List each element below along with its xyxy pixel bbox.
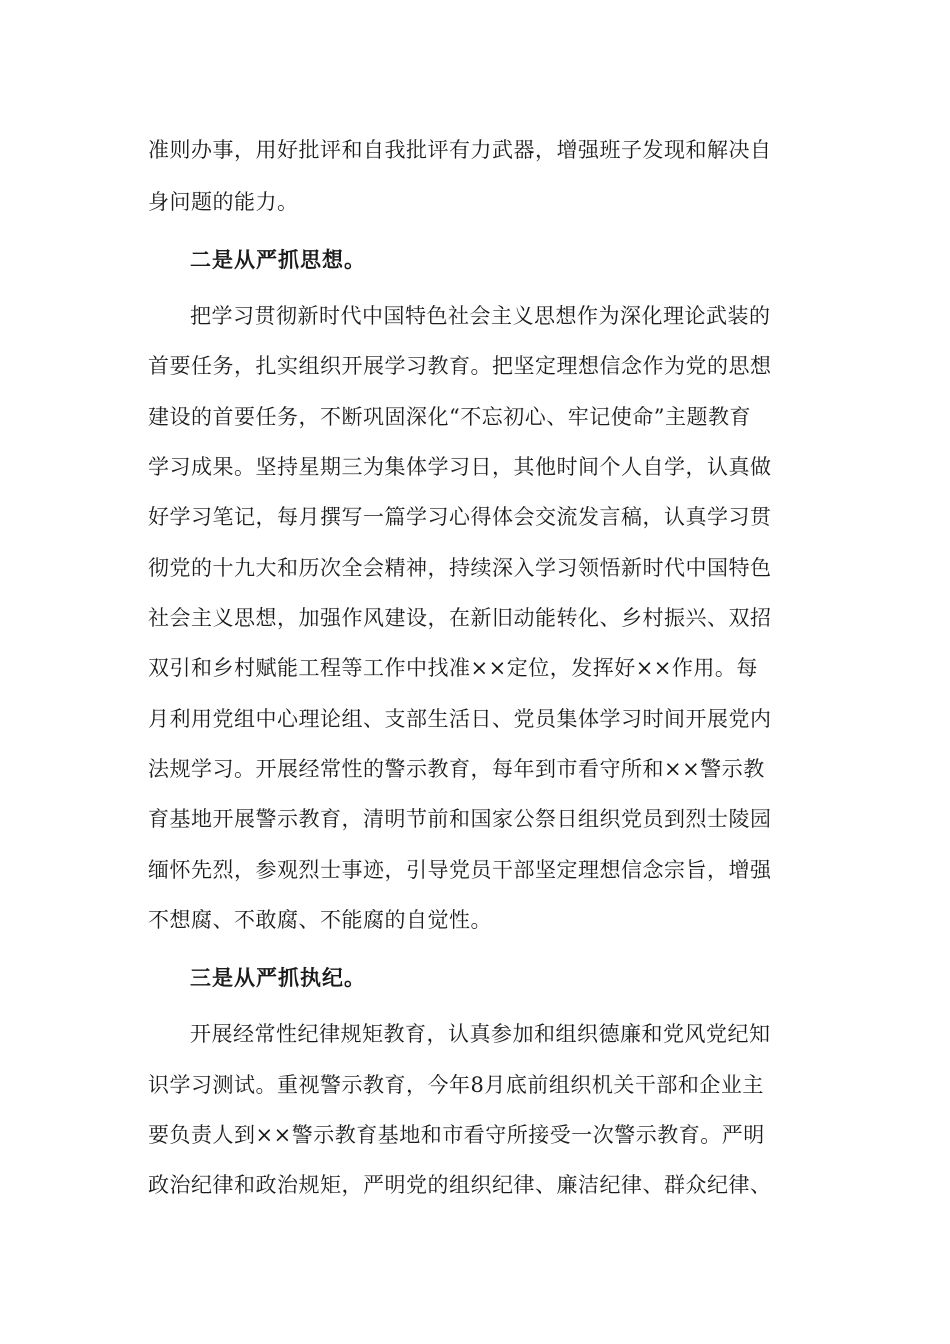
- text-line: [0, 1065, 950, 1105]
- text-line: [0, 850, 950, 890]
- text-line: [0, 346, 950, 386]
- text-line: [0, 900, 950, 940]
- paragraph-text: 政治纪律和政治规矩，严明党的组织纪律、廉洁纪律、群众纪律、: [148, 1173, 772, 1197]
- paragraph-text: 建设的首要任务，不断巩固深化“不忘初心、牢记使命”主题教育: [148, 405, 751, 429]
- text-line: [0, 1165, 950, 1205]
- text-line: [0, 130, 950, 170]
- paragraph-text: 彻党的十九大和历次全会精神，持续深入学习领悟新时代中国特色: [148, 556, 772, 580]
- text-line: [0, 1014, 950, 1054]
- text-line: [0, 548, 950, 588]
- paragraph-text: 法规学习。开展经常性的警示教育，每年到市看守所和××警示教: [148, 757, 765, 781]
- paragraph-text: 不想腐、不敢腐、不能腐的自觉性。: [148, 908, 492, 932]
- text-line: [0, 447, 950, 487]
- text-line: [0, 799, 950, 839]
- text-line: [0, 1115, 950, 1155]
- text-line: [0, 497, 950, 537]
- heading-text: 三是从严抓执纪。: [190, 965, 366, 990]
- paragraph-text: 身问题的能力。: [148, 190, 299, 214]
- paragraph-text: 开展经常性纪律规矩教育，认真参加和组织德廉和党风党纪知: [190, 1022, 771, 1046]
- section-heading: [0, 958, 950, 998]
- paragraph-text: 社会主义思想，加强作风建设，在新旧动能转化、乡村振兴、双招: [148, 606, 772, 630]
- paragraph-text: 识学习测试。重视警示教育，今年8月底前组织机关干部和企业主: [148, 1073, 764, 1097]
- text-line: [0, 648, 950, 688]
- paragraph-text: 要负责人到××警示教育基地和市看守所接受一次警示教育。严明: [148, 1123, 765, 1147]
- text-line: [0, 598, 950, 638]
- paragraph-text: 学习成果。坚持星期三为集体学习日，其他时间个人自学，认真做: [148, 455, 772, 479]
- text-line: [0, 699, 950, 739]
- paragraph-text: 月利用党组中心理论组、支部生活日、党员集体学习时间开展党内: [148, 707, 772, 731]
- paragraph-text: 把学习贯彻新时代中国特色社会主义思想作为深化理论武装的: [190, 304, 771, 328]
- section-heading: [0, 240, 950, 280]
- text-line: [0, 296, 950, 336]
- paragraph-text: 准则办事，用好批评和自我批评有力武器，增强班子发现和解决自: [148, 138, 772, 162]
- paragraph-text: 首要任务，扎实组织开展学习教育。把坚定理想信念作为党的思想: [148, 354, 772, 378]
- paragraph-text: 缅怀先烈，参观烈士事迹，引导党员干部坚定理想信念宗旨，增强: [148, 858, 772, 882]
- heading-text: 二是从严抓思想。: [190, 247, 366, 272]
- paragraph-text: 好学习笔记，每月撰写一篇学习心得体会交流发言稿，认真学习贯: [148, 505, 772, 529]
- text-line: [0, 182, 950, 222]
- paragraph-text: 双引和乡村赋能工程等工作中找准××定位，发挥好××作用。每: [148, 656, 758, 680]
- paragraph-text: 育基地开展警示教育，清明节前和国家公祭日组织党员到烈士陵园: [148, 807, 772, 831]
- text-line: [0, 749, 950, 789]
- text-line: [0, 397, 950, 437]
